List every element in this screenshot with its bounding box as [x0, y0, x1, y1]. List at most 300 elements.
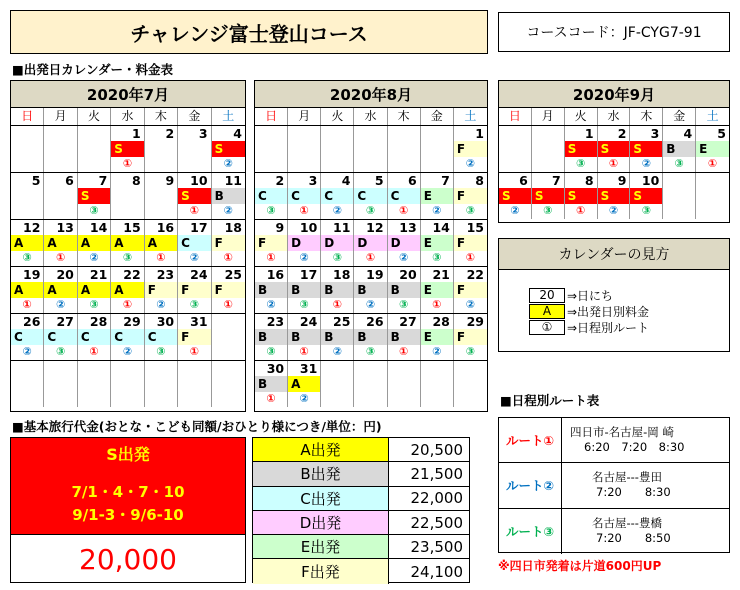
calendar-empty-cell: [454, 361, 487, 407]
fare-code: [11, 376, 43, 392]
route-mark: ③: [89, 298, 99, 311]
calendar-july: [10, 80, 246, 412]
fare-code: A: [44, 282, 76, 298]
route-row: [499, 418, 729, 463]
s-fare-header: [11, 438, 245, 535]
calendar-empty-cell: [696, 173, 729, 219]
fare-code: F: [255, 235, 287, 251]
calendar-empty-cell: [421, 361, 454, 407]
fare-code: S: [630, 188, 662, 204]
route-mark: ③: [641, 204, 652, 217]
fare-code: C: [321, 188, 353, 204]
day-number: 13: [56, 220, 74, 235]
weekday-label: 金: [663, 108, 696, 125]
calendar-day: [532, 173, 565, 219]
day-number: 1: [475, 126, 484, 141]
day-number: 26: [23, 314, 41, 329]
route-mark: ②: [299, 392, 309, 405]
route-name: ルート③: [499, 509, 562, 554]
day-number: 28: [89, 314, 108, 329]
route-detail: [562, 463, 729, 507]
fare-code: [11, 141, 43, 157]
fare-code: S: [630, 141, 662, 157]
fare-code: F: [178, 329, 210, 345]
calendar-week: [255, 314, 487, 361]
day-number: [354, 361, 386, 376]
day-number: 4: [233, 126, 242, 141]
fare-code: A: [11, 282, 43, 298]
calendar-day: [145, 220, 178, 266]
fare-code: A: [145, 235, 177, 251]
day-number: [421, 126, 453, 141]
fare-code: [454, 376, 487, 392]
day-number: [354, 126, 386, 141]
fare-code: [354, 141, 386, 157]
calendar-day: [78, 314, 111, 360]
month-title: 2020年7月: [11, 81, 245, 108]
route-mark: ②: [332, 345, 343, 358]
calendar-empty-cell: [212, 314, 245, 360]
calendar-day: [354, 314, 387, 360]
calendar-day: [78, 267, 111, 313]
calendar-day: [421, 220, 454, 266]
calendar-day: [44, 220, 77, 266]
route-mark: [354, 392, 386, 406]
route-table: [498, 417, 730, 553]
day-number: 10: [190, 173, 208, 188]
fare-code: [255, 141, 287, 157]
fare-code: F: [145, 282, 177, 298]
fare-price: 23,500: [410, 537, 463, 556]
route-detail: [562, 509, 729, 554]
day-number: [44, 361, 76, 376]
calendar-empty-cell: [388, 361, 421, 407]
calendar-week: [499, 173, 729, 219]
day-number: 8: [584, 173, 594, 188]
calendar-empty-cell: [499, 126, 532, 172]
day-number: 3: [650, 126, 660, 141]
route-mark: [212, 392, 245, 406]
route-mark: ③: [156, 345, 166, 358]
route-name: ルート①: [499, 418, 562, 462]
day-number: 9: [275, 220, 285, 235]
calendar-week: [11, 173, 245, 220]
calendar-week: [255, 173, 487, 220]
route-mark: ③: [332, 251, 343, 264]
route-mark: ①: [223, 251, 233, 264]
route-mark: [696, 204, 729, 218]
calendar-day: [354, 267, 387, 313]
route-mark: [11, 392, 43, 406]
calendar-section-heading: ■出発日カレンダー・料金表: [12, 62, 173, 77]
legend-box-route: ①: [529, 320, 565, 335]
fare-code: B: [288, 329, 320, 345]
day-number: [288, 126, 320, 141]
fare-code: F: [212, 282, 245, 298]
fare-code: B: [663, 141, 695, 157]
calendar-day: [288, 361, 321, 407]
fare-code: D: [388, 235, 420, 251]
day-number: 16: [266, 267, 285, 282]
day-number: [255, 126, 287, 141]
route-mark: ②: [465, 298, 476, 311]
fare-code: F: [178, 282, 210, 298]
fare-code: B: [255, 329, 287, 345]
fare-code: E: [421, 282, 453, 298]
route-mark: ③: [299, 298, 309, 311]
route-mark: [321, 157, 353, 171]
route-mark: ①: [398, 204, 409, 217]
fare-code: B: [354, 329, 386, 345]
weekday-label: 金: [421, 108, 454, 125]
route-mark: ①: [332, 298, 343, 311]
calendar-week: [11, 126, 245, 173]
calendar-day: [255, 314, 288, 360]
legend-row-route: [529, 319, 649, 335]
weekday-label: 日: [255, 108, 288, 125]
calendar-day: [388, 267, 421, 313]
route-mark: ③: [365, 204, 376, 217]
fare-code: E: [421, 235, 453, 251]
day-number: 21: [89, 267, 108, 282]
route-mark: [499, 157, 531, 171]
day-number: 5: [374, 173, 384, 188]
day-number: 10: [641, 173, 660, 188]
day-number: 13: [399, 220, 417, 235]
day-number: 20: [399, 267, 417, 282]
fare-name: C出発: [253, 487, 389, 510]
calendar-day: [354, 173, 387, 219]
day-number: [212, 314, 245, 329]
route-times: 7:20 8:50: [596, 531, 671, 546]
weekday-label: 月: [532, 108, 565, 125]
route-mark: ①: [365, 251, 376, 264]
day-number: [178, 361, 210, 376]
calendar-day: [255, 267, 288, 313]
day-number: 17: [190, 220, 208, 235]
route-mark: ②: [641, 157, 652, 170]
fare-code: A: [78, 282, 110, 298]
weekday-label: 土: [222, 109, 235, 123]
route-mark: ①: [89, 345, 99, 358]
legend-text-date: ⇒日にち: [567, 288, 614, 303]
day-number: [11, 361, 43, 376]
calendar-day: [598, 173, 631, 219]
route-mark: [321, 392, 353, 406]
fare-name: B出発: [253, 462, 389, 485]
day-number: 27: [56, 314, 74, 329]
day-number: 7: [441, 173, 450, 188]
route-mark: ①: [223, 298, 233, 311]
fare-name: F出発: [253, 559, 389, 583]
calendar-empty-cell: [321, 361, 354, 407]
fare-code: [696, 188, 729, 204]
day-number: 28: [432, 314, 450, 329]
day-number: 21: [432, 267, 450, 282]
day-number: 23: [266, 314, 285, 329]
route-mark: ①: [299, 345, 309, 358]
calendar-week: [255, 126, 487, 173]
route-mark: [212, 345, 245, 359]
calendar-day: [499, 173, 532, 219]
calendar-empty-cell: [145, 361, 178, 407]
day-number: 24: [190, 267, 208, 282]
fare-code: C: [78, 329, 110, 345]
calendar-empty-cell: [78, 126, 111, 172]
calendar-september: [498, 80, 730, 223]
calendar-day: [212, 267, 245, 313]
calendar-day: [288, 267, 321, 313]
calendar-empty-cell: [11, 361, 44, 407]
day-number: 8: [132, 173, 141, 188]
day-number: [78, 126, 110, 141]
route-mark: ③: [89, 204, 99, 217]
route-mark: [178, 392, 210, 406]
route-row: [499, 509, 729, 554]
route-mark: ①: [608, 157, 619, 170]
route-mark: ③: [398, 298, 409, 311]
fare-code: [532, 141, 564, 157]
calendar-day: [321, 173, 354, 219]
day-number: 9: [617, 173, 627, 188]
route-mark: ②: [89, 251, 99, 264]
fare-code: [212, 329, 245, 345]
route-section-heading: ■日程別ルート表: [500, 393, 600, 408]
calendar-day: [178, 126, 211, 172]
calendar-day: [145, 126, 178, 172]
fare-code: C: [255, 188, 287, 204]
calendar-day: [598, 126, 631, 172]
route-mark: ②: [608, 204, 619, 217]
calendar-day: [111, 173, 144, 219]
route-mark: ③: [266, 204, 276, 217]
calendar-day: [454, 314, 487, 360]
route-detail: [562, 418, 729, 462]
day-number: 11: [224, 173, 242, 188]
day-number: [145, 361, 177, 376]
route-mark: [255, 157, 287, 171]
day-number: 27: [399, 314, 417, 329]
fare-name: A出発: [253, 438, 389, 461]
fare-section-heading: ■基本旅行代金(おとな・こども同額/おひとり様につき/単位：円): [12, 419, 382, 434]
fare-code: C: [111, 329, 143, 345]
route-mark: ③: [432, 251, 442, 264]
fare-table: [252, 437, 470, 583]
fare-code: S: [212, 141, 245, 157]
route-path: 四日市-名古屋-岡 崎: [570, 425, 674, 440]
day-number: 2: [165, 126, 175, 141]
day-number: 6: [65, 173, 74, 188]
fare-code: B: [388, 282, 420, 298]
route-mark: ③: [189, 298, 200, 311]
day-number: 29: [123, 314, 141, 329]
day-number: 24: [299, 314, 318, 329]
calendar-day: [321, 220, 354, 266]
calendar-week: [11, 361, 245, 407]
fare-code: [145, 188, 177, 204]
calendar-day: [388, 220, 421, 266]
calendar-day: [78, 220, 111, 266]
weekday-label: 火: [321, 108, 354, 125]
day-number: 30: [156, 314, 175, 329]
fare-code: S: [111, 141, 143, 157]
route-mark: [11, 204, 43, 218]
calendar-day: [178, 173, 211, 219]
calendar-day: [663, 126, 696, 172]
route-mark: ①: [465, 251, 476, 264]
weekday-label: 月: [44, 108, 77, 125]
route-mark: [421, 157, 453, 171]
day-number: [321, 361, 353, 376]
fare-code: F: [454, 188, 487, 204]
fare-code: S: [78, 188, 110, 204]
day-number: 11: [333, 220, 351, 235]
calendar-day: [630, 126, 663, 172]
legend-text-route: ⇒日程別ルート: [567, 320, 650, 335]
fare-price: 21,500: [410, 464, 463, 483]
fare-code: C: [388, 188, 420, 204]
s-fare-label: S出発: [106, 445, 150, 464]
fare-code: S: [499, 188, 531, 204]
legend-row-date: [529, 287, 613, 303]
weekday-label: 木: [145, 108, 178, 125]
calendar-week: [11, 220, 245, 267]
calendar-empty-cell: [178, 361, 211, 407]
fare-code: B: [321, 329, 353, 345]
route-mark: ②: [432, 204, 442, 217]
fare-price: 24,100: [410, 562, 463, 581]
fare-code: [499, 141, 531, 157]
route-mark: ②: [189, 251, 200, 264]
fare-code: E: [421, 329, 453, 345]
fare-code: [421, 376, 453, 392]
route-path: 名古屋---豊田: [592, 470, 662, 485]
fare-code: [145, 376, 177, 392]
route-mark: [532, 157, 564, 171]
calendar-week: [11, 267, 245, 314]
route-mark: ①: [266, 251, 276, 264]
calendar-empty-cell: [44, 361, 77, 407]
calendar-day: [11, 267, 44, 313]
fare-code: [44, 376, 76, 392]
fare-code: A: [44, 235, 76, 251]
day-number: [11, 126, 43, 141]
weekday-label: 木: [630, 108, 663, 125]
fare-row: [253, 438, 469, 462]
calendar-empty-cell: [255, 126, 288, 172]
s-fare-dates-line1: 7/1・4・7・10: [71, 483, 185, 501]
calendar-day: [78, 173, 111, 219]
calendar-day: [145, 314, 178, 360]
s-fare-box: [10, 437, 246, 583]
calendar-empty-cell: [44, 126, 77, 172]
fare-code: C: [11, 329, 43, 345]
calendar-day: [388, 314, 421, 360]
calendar-day: [111, 220, 144, 266]
day-number: 19: [23, 267, 41, 282]
fare-code: S: [565, 188, 597, 204]
fare-price: 22,000: [410, 489, 463, 508]
calendar-week: [255, 361, 487, 407]
fare-code: D: [354, 235, 386, 251]
fare-code: [145, 141, 177, 157]
legend-box-fare: A: [529, 304, 565, 319]
calendar-empty-cell: [111, 361, 144, 407]
day-number: 31: [190, 314, 208, 329]
fare-code: B: [388, 329, 420, 345]
fare-code: [212, 376, 245, 392]
fare-code: [663, 188, 695, 204]
weekday-label: 金: [178, 108, 211, 125]
calendar-empty-cell: [288, 126, 321, 172]
day-number: [111, 361, 143, 376]
calendar-empty-cell: [663, 173, 696, 219]
calendar-day: [630, 173, 663, 219]
route-mark: ②: [398, 251, 409, 264]
fare-code: S: [178, 188, 210, 204]
surcharge-note: ※四日市発着は片道600円UP: [498, 559, 662, 573]
calendar-day: [696, 126, 729, 172]
fare-code: A: [111, 235, 143, 251]
day-number: 12: [366, 220, 384, 235]
day-number: [321, 126, 353, 141]
route-mark: [78, 157, 110, 171]
fare-code: [321, 141, 353, 157]
fare-row: [253, 462, 469, 486]
weekday-label: 月: [288, 108, 321, 125]
route-mark: [78, 392, 110, 406]
route-mark: ①: [122, 157, 133, 170]
calendar-day: [44, 314, 77, 360]
calendar-empty-cell: [212, 361, 245, 407]
legend-box-date: 20: [529, 288, 565, 303]
calendar-day: [255, 220, 288, 266]
day-number: 7: [552, 173, 561, 188]
day-number: 25: [224, 267, 242, 282]
weekday-label: 日: [11, 108, 44, 125]
fare-code: E: [421, 188, 453, 204]
route-row: [499, 463, 729, 508]
fare-code: S: [598, 188, 630, 204]
day-number: 26: [366, 314, 384, 329]
day-number: 15: [123, 220, 141, 235]
calendar-week: [255, 267, 487, 314]
calendar-day: [212, 173, 245, 219]
route-mark: [11, 157, 43, 171]
fare-code: C: [354, 188, 386, 204]
fare-code: C: [288, 188, 320, 204]
day-number: [44, 126, 76, 141]
route-mark: ②: [299, 251, 309, 264]
fare-name: E出発: [253, 535, 389, 558]
day-number: 20: [56, 267, 74, 282]
weekday-label: 土: [706, 109, 719, 123]
legend-text-fare: ⇒出発日別料金: [567, 304, 650, 319]
route-mark: ③: [465, 345, 476, 358]
fare-code: A: [78, 235, 110, 251]
calendar-day: [321, 267, 354, 313]
route-mark: ①: [266, 392, 276, 405]
route-mark: ①: [575, 204, 586, 217]
fare-code: B: [255, 282, 287, 298]
fare-code: A: [111, 282, 143, 298]
day-number: 6: [519, 173, 528, 188]
route-times: 7:20 8:30: [596, 485, 671, 500]
route-mark: [178, 157, 210, 171]
calendar-day: [255, 173, 288, 219]
route-mark: ①: [189, 345, 200, 358]
day-number: 19: [366, 267, 384, 282]
